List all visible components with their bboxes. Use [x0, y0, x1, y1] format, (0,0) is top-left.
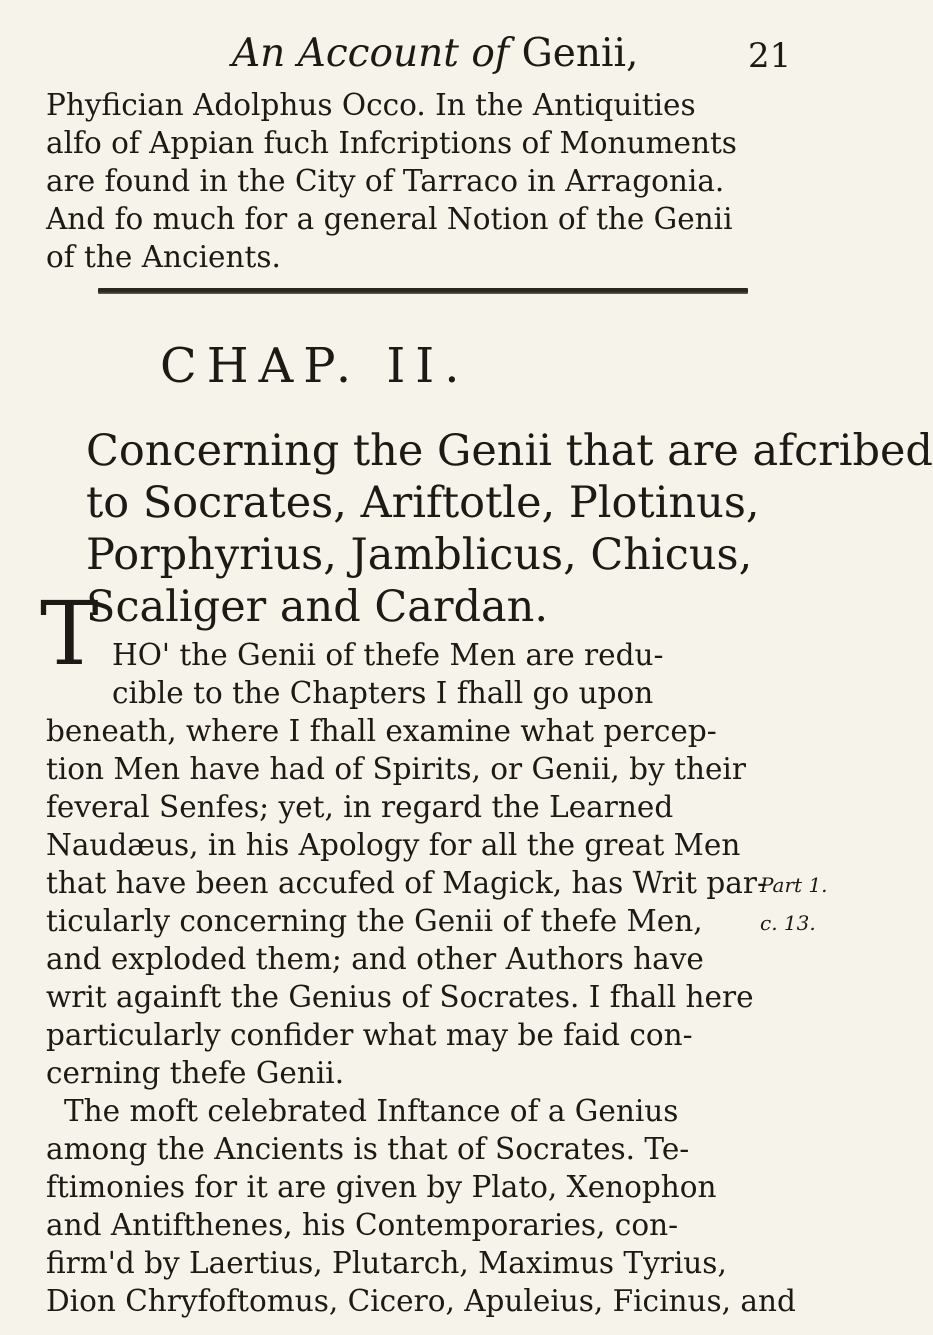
text-line: Phyfician Adolphus Occo. In the Antiquities	[46, 88, 696, 122]
text-line: alfo of Appian fuch Infcriptions of Monuments	[46, 126, 737, 160]
text-line: ftimonies for it are given by Plato, Xenophon	[46, 1170, 717, 1204]
text-line: writ againft the Genius of Socrates. I fhall here	[46, 980, 754, 1014]
text-line: Dion Chryfoftomus, Cicero, Apuleius, Ficinus, and	[46, 1284, 796, 1318]
running-title-italic: An Account of	[232, 31, 510, 76]
section-divider	[98, 288, 748, 294]
text-line: among the Ancients is that of Socrates. Te-	[46, 1132, 690, 1166]
text-line: And fo much for a general Notion of the Genii	[46, 202, 733, 236]
running-title	[232, 30, 638, 78]
text-line: particularly confider what may be faid con-	[46, 1018, 693, 1052]
text-line: of the Ancients.	[46, 240, 281, 274]
text-line: firm'd by Laertius, Plutarch, Maximus Tyrius,	[46, 1246, 727, 1280]
text-line: cerning thefe Genii.	[46, 1056, 345, 1090]
page-number: 21	[748, 36, 792, 76]
text-line: Naudæus, in his Apology for all the great Men	[46, 828, 741, 862]
text-line: cible to the Chapters I fhall go upon	[112, 676, 654, 710]
running-head	[0, 22, 800, 92]
text-line: that have been accufed of Magick, has Writ par-	[46, 866, 767, 900]
chapter-title-line: Porphyrius, Jamblicus, Chicus,	[86, 530, 753, 580]
text-line: The moft celebrated Inftance of a Genius	[64, 1094, 679, 1128]
drop-cap: T	[40, 582, 99, 685]
text-line: beneath, where I fhall examine what percep-	[46, 714, 717, 748]
text-line: feveral Senfes; yet, in regard the Learned	[46, 790, 674, 824]
margin-note: Part 1.	[760, 873, 828, 897]
text-line: and exploded them; and other Authors have	[46, 942, 704, 976]
text-line: are found in the City of Tarraco in Arragonia.	[46, 164, 725, 198]
text-line: tion Men have had of Spirits, or Genii, by their	[46, 752, 746, 786]
text-line: HO' the Genii of thefe Men are redu-	[112, 638, 664, 672]
text-line: ticularly concerning the Genii of thefe Men,	[46, 904, 703, 938]
text-line: and Antifthenes, his Contemporaries, con-	[46, 1208, 679, 1242]
running-title-roman: Genii,	[521, 31, 639, 76]
margin-note: c. 13.	[760, 911, 816, 935]
chapter-heading: CHAP. II.	[160, 338, 470, 394]
chapter-title-line: Concerning the Genii that are afcribed	[86, 426, 933, 476]
chapter-title-line: to Socrates, Ariftotle, Plotinus,	[86, 478, 760, 528]
chapter-title-line: Scaliger and Cardan.	[86, 582, 549, 632]
